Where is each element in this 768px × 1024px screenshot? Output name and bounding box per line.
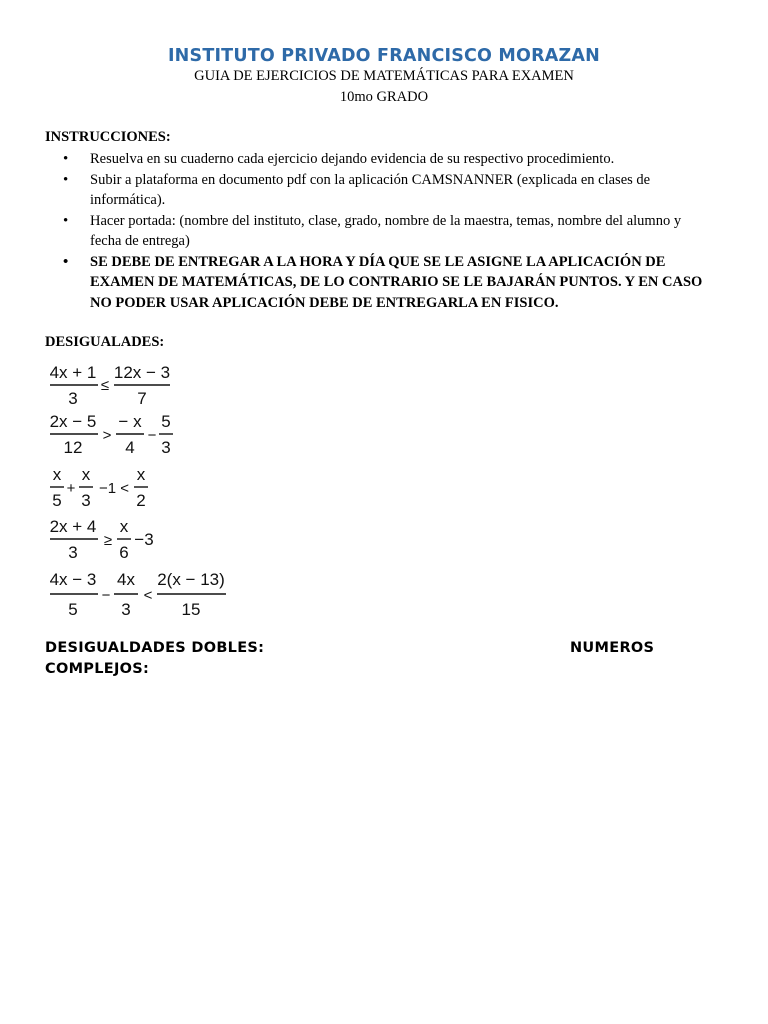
instruction-item-warning bbox=[45, 252, 715, 314]
numerator: 4x bbox=[117, 570, 135, 589]
numerator: x bbox=[119, 517, 129, 536]
bottom-headings bbox=[45, 638, 665, 680]
instruction-text: Resuelva en su cuaderno cada ejercicio dejando evidencia de su respectivo procedimiento. bbox=[90, 151, 615, 167]
numerator: 2x − 5 bbox=[49, 412, 97, 431]
denominator: 3 bbox=[121, 600, 131, 619]
exercise-3 bbox=[50, 465, 148, 510]
denominator: 4 bbox=[125, 438, 135, 457]
denominator: 2 bbox=[136, 491, 146, 510]
exercise-2 bbox=[50, 412, 173, 457]
denominator: 3 bbox=[81, 491, 91, 510]
operator: + bbox=[66, 480, 76, 497]
denominator: 5 bbox=[52, 491, 62, 510]
denominator: 5 bbox=[68, 600, 78, 619]
bullet-icon: • bbox=[63, 212, 69, 229]
operator: < bbox=[143, 587, 153, 604]
exercise-4 bbox=[50, 517, 154, 562]
numerator: x bbox=[81, 465, 91, 484]
instruction-text: Subir a plataforma en documento pdf con la aplicación CAMSNANNER (explicada en clases de informática). bbox=[90, 171, 651, 208]
instruction-text: Hacer portada: (nombre del instituto, clase, grado, nombre de la maestra, temas, nombre del alumno y fecha de entrega) bbox=[90, 212, 682, 249]
operator: −1 < bbox=[98, 480, 130, 497]
complex-numbers-heading-continued: COMPLEJOS: bbox=[45, 661, 150, 677]
document-subtitle: GUIA DE EJERCICIOS DE MATEMÁTICAS PARA EXAMEN bbox=[194, 68, 574, 84]
bullet-icon: • bbox=[63, 151, 69, 167]
operator: ≤ bbox=[100, 377, 110, 394]
numerator: 2x + 4 bbox=[49, 517, 97, 536]
denominator: 3 bbox=[68, 543, 78, 562]
operator: − bbox=[101, 587, 111, 604]
inequalities-exercises bbox=[46, 356, 246, 624]
exercise-1 bbox=[50, 363, 171, 408]
exercise-5 bbox=[50, 570, 226, 619]
grade-label: 10mo GRADO bbox=[339, 89, 429, 105]
numerator: 4x + 1 bbox=[49, 363, 97, 382]
denominator: 6 bbox=[119, 543, 129, 562]
school-title: INSTITUTO PRIVADO FRANCISCO MORAZAN bbox=[167, 46, 601, 66]
double-inequalities-heading: DESIGUALDADES DOBLES: bbox=[45, 640, 265, 656]
denominator: 12 bbox=[63, 438, 83, 457]
operator: > bbox=[102, 427, 112, 444]
bullet-icon: • bbox=[63, 253, 69, 270]
complex-numbers-heading: NUMEROS bbox=[570, 640, 655, 656]
numerator: 4x − 3 bbox=[49, 570, 97, 589]
instruction-item bbox=[45, 149, 715, 170]
numerator: 12x − 3 bbox=[113, 363, 171, 382]
denominator: 3 bbox=[161, 438, 171, 457]
instruction-text: SE DEBE DE ENTREGAR A LA HORA Y DÍA QUE SE LE ASIGNE LA APLICACIÓN DE EXAMEN DE MATEMÁTICAS, DE LO CONTRARIO SE LE BAJARÁN PUNTOS. Y EN CASO NO PODER USAR APLICACIÓN DEBE DE ENTREGARLA EN FISICO. bbox=[90, 253, 703, 311]
numerator: 5 bbox=[161, 412, 171, 431]
operator: − bbox=[147, 427, 157, 444]
inequalities-heading: DESIGUALADES: bbox=[45, 334, 165, 350]
constant: −3 bbox=[134, 530, 154, 549]
instructions-heading: INSTRUCCIONES: bbox=[45, 129, 171, 145]
numerator: 2(x − 13) bbox=[157, 570, 225, 589]
instruction-item bbox=[45, 211, 715, 252]
operator: ≥ bbox=[103, 532, 113, 549]
numerator: x bbox=[136, 465, 146, 484]
numerator: − x bbox=[118, 412, 142, 431]
denominator: 3 bbox=[68, 389, 78, 408]
denominator: 15 bbox=[181, 600, 201, 619]
numerator: x bbox=[52, 465, 62, 484]
instruction-item bbox=[45, 170, 715, 211]
denominator: 7 bbox=[137, 389, 147, 408]
instructions-list bbox=[45, 149, 715, 313]
bullet-icon: • bbox=[63, 171, 69, 188]
